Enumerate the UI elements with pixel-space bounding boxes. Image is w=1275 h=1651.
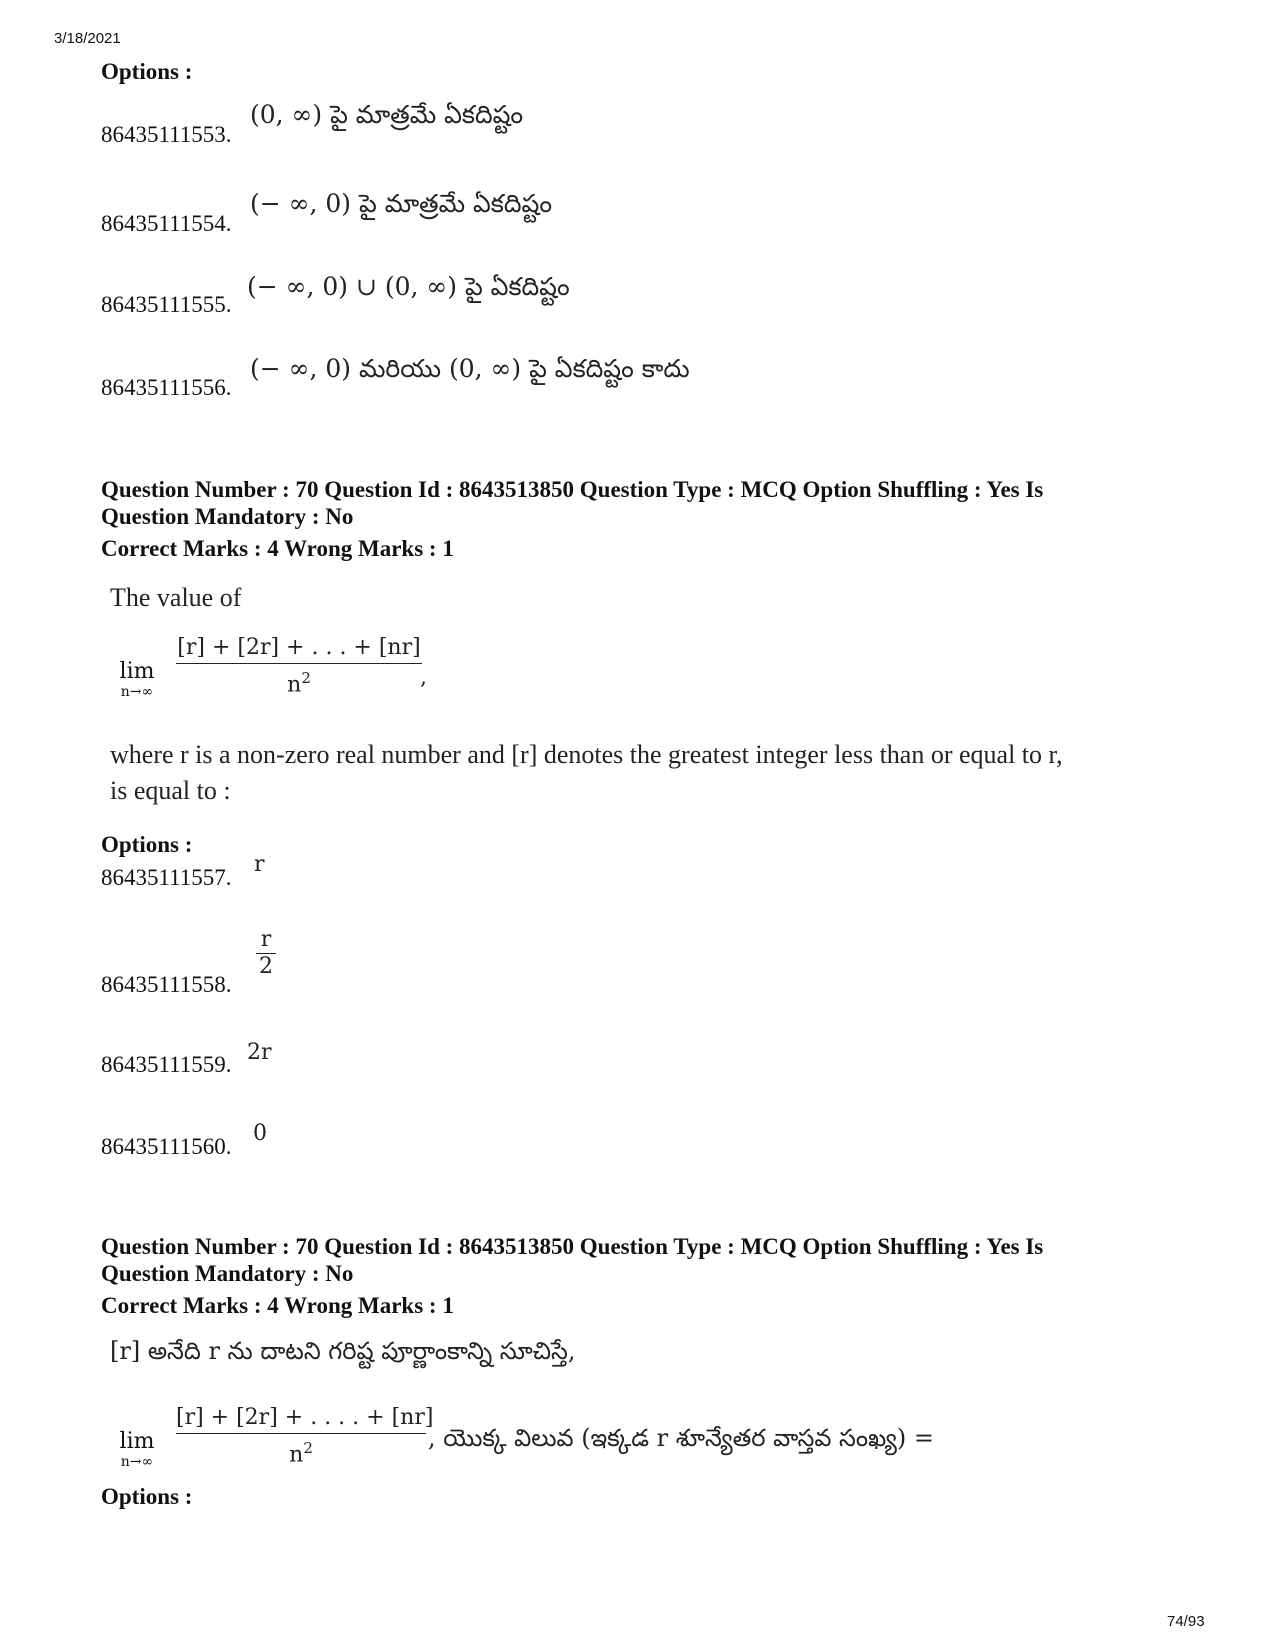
limit-operator — [112, 1430, 162, 1470]
fraction-numerator: [r] + [2r] + . . . + [nr] — [177, 635, 421, 660]
option-id: 86435111557. — [101, 865, 232, 890]
question-meta: Question Number : 70 Question Id : 8643513850 Question Type : MCQ Option Shuffling : Yes Is — [101, 1234, 1044, 1259]
option-text: 2r — [247, 1040, 272, 1065]
limit-fraction — [176, 1403, 434, 1469]
options-label: Options : — [101, 832, 193, 857]
question-marks: Correct Marks : 4 Wrong Marks : 1 — [101, 536, 454, 561]
question-meta: Question Mandatory : No — [101, 1261, 354, 1286]
option-id: 86435111554. — [101, 211, 232, 236]
option-text: (− ∞, 0) ∪ (0, ∞) పై ఏకదిష్టం — [247, 272, 570, 301]
option-id: 86435111558. — [101, 972, 232, 997]
question-body-line1: where r is a non-zero real number and [r] denotes the greatest integer less than or equal to r, — [110, 740, 1063, 769]
options-label: Options : — [101, 1484, 193, 1509]
option-fraction-num: r — [260, 927, 272, 952]
option-text: (− ∞, 0) మరియు (0, ∞) పై ఏకదిష్టం కాదు — [250, 354, 690, 383]
option-id: 86435111555. — [101, 292, 232, 317]
question-intro: [r] అనేది r ను దాటని గరిష్ట పూర్ణాంకాన్ని సూచిస్తే, — [110, 1337, 576, 1365]
question-marks: Correct Marks : 4 Wrong Marks : 1 — [101, 1293, 454, 1318]
option-id: 86435111556. — [101, 375, 232, 400]
options-label: Options : — [101, 59, 193, 84]
option-id: 86435111553. — [101, 122, 232, 147]
option-id: 86435111560. — [101, 1134, 232, 1159]
question-intro: The value of — [110, 583, 242, 612]
lim-word: lim — [119, 1429, 155, 1454]
option-text: (− ∞, 0) పై మాత్రమే ఏకదిష్టం — [250, 189, 552, 218]
den-base: n — [289, 1442, 304, 1468]
den-exponent: 2 — [301, 669, 311, 687]
question-meta: Question Number : 70 Question Id : 8643513850 Question Type : MCQ Option Shuffling : Yes Is — [101, 477, 1044, 502]
page-number: 74/93 — [1167, 1613, 1205, 1630]
option-text: 0 — [253, 1121, 267, 1146]
option-fraction — [256, 927, 276, 980]
fraction-denominator — [176, 1434, 426, 1469]
print-date: 3/18/2021 — [54, 30, 121, 47]
option-text: (0, ∞) పై మాత్రమే ఏకదిష్టం — [250, 100, 524, 129]
option-id: 86435111559. — [101, 1052, 232, 1077]
den-base: n — [287, 672, 302, 698]
lim-word: lim — [119, 659, 155, 684]
fraction-comma: , — [420, 665, 427, 690]
option-text: r — [254, 852, 265, 877]
option-fraction-den: 2 — [259, 954, 273, 979]
question-meta: Question Mandatory : No — [101, 504, 354, 529]
fraction-numerator: [r] + [2r] + . . . . + [nr] — [176, 1405, 434, 1430]
fraction-denominator — [176, 664, 422, 699]
limit-operator — [112, 660, 162, 700]
fraction-trailing-text: , యొక్క విలువ (ఇక్కడ r శూన్యేతర వాస్తవ సంఖ్య) = — [428, 1424, 935, 1452]
lim-subscript: n→∞ — [120, 1454, 154, 1470]
limit-fraction — [176, 633, 422, 699]
question-body-line2: is equal to : — [110, 776, 231, 805]
den-exponent: 2 — [303, 1439, 313, 1457]
lim-subscript: n→∞ — [120, 684, 154, 700]
